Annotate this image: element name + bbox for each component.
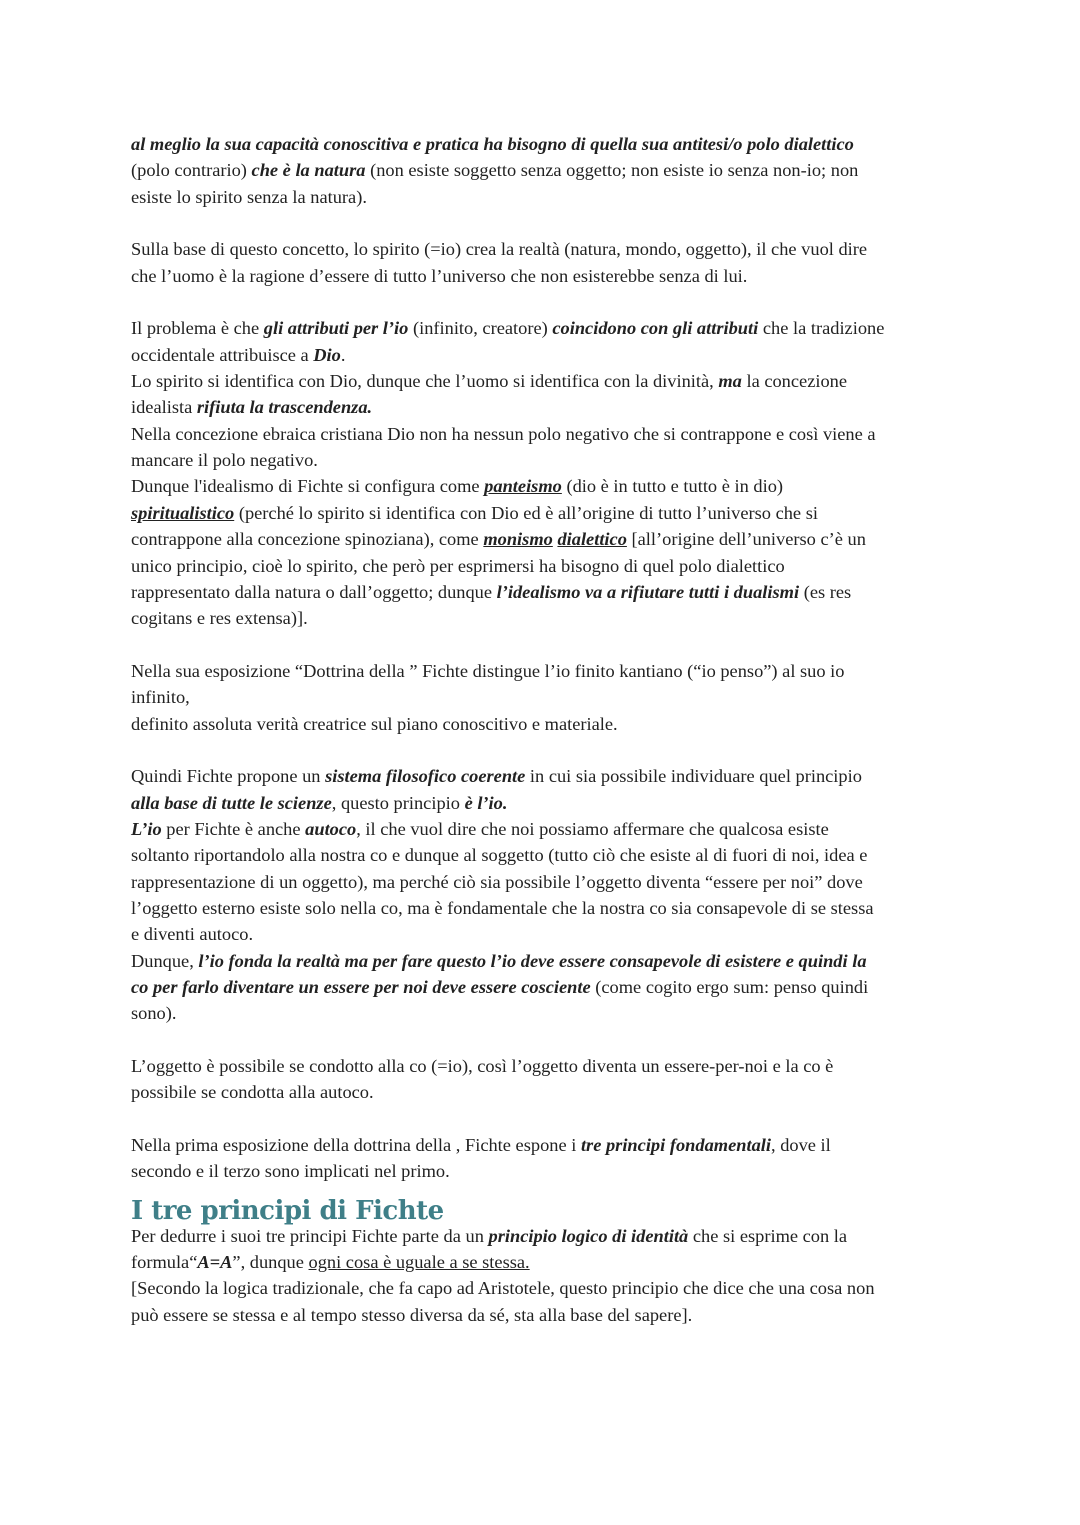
- text-line: [131, 1079, 961, 1105]
- text-span: formula“: [131, 1252, 198, 1273]
- blank-line: [131, 737, 961, 763]
- text-span: che l’uomo è la ragione d’essere di tutto l’universo che non esisterebbe senza di lui.: [131, 265, 748, 286]
- text-span: .: [340, 344, 346, 365]
- text-span: può essere se stessa e al tempo stesso diversa da sé, sta alla base del sapere].: [131, 1304, 693, 1325]
- text-span: Lo spirito si identifica con Dio, dunque che l’uomo si identifica con la divinità,: [131, 371, 719, 392]
- text-span: (non esiste soggetto senza oggetto; non esiste io senza non-io; non: [365, 160, 859, 181]
- text-span: , il che vuol dire che noi possiamo affermare che qualcosa esiste: [356, 818, 829, 839]
- text-span: Dunque l'idealismo di Fichte si configura come: [131, 476, 485, 497]
- blank-line: [131, 1027, 961, 1053]
- emphasized-text: spiritualistico: [131, 502, 235, 523]
- text-span: [all’origine dell’universo c’è un: [626, 529, 866, 550]
- text-line: [131, 763, 961, 789]
- text-span: secondo e il terzo sono implicati nel primo.: [131, 1161, 450, 1182]
- emphasized-text: ma: [718, 371, 742, 392]
- text-span: mancare il polo negativo.: [131, 450, 318, 471]
- text-span: Quindi Fichte propone un: [131, 766, 326, 787]
- text-span: Nella prima esposizione della dottrina della , Fichte espone i: [131, 1135, 581, 1156]
- emphasized-text: gli attributi per l’io: [263, 318, 409, 339]
- text-line: [131, 684, 961, 710]
- text-line: [131, 526, 961, 552]
- blank-line: [131, 210, 961, 236]
- text-line: [131, 1158, 961, 1184]
- text-line: [131, 1132, 961, 1158]
- text-span: soltanto riportandolo alla nostra co e dunque al soggetto (tutto ciò che esiste al di fuori di noi, idea e: [131, 845, 868, 866]
- blank-line: [131, 1106, 961, 1132]
- text-span: (perché lo spirito si identifica con Dio ed è all’origine di tutto l’universo che si: [234, 502, 818, 523]
- emphasized-text: che è la natura: [251, 160, 366, 181]
- text-span: occidentale attribuisce a: [131, 344, 314, 365]
- text-span: ”, dunque: [232, 1252, 309, 1273]
- emphasized-text: monismo: [483, 529, 553, 550]
- text-span: sono).: [131, 1003, 177, 1024]
- text-line: [131, 869, 961, 895]
- text-line: [131, 658, 961, 684]
- text-span: contrappone alla concezione spinoziana), come: [131, 529, 484, 550]
- emphasized-text: dialettico: [557, 529, 627, 550]
- emphasized-text: L’io: [131, 818, 162, 839]
- text-line: [131, 948, 961, 974]
- text-span: (polo contrario): [131, 160, 252, 181]
- emphasized-text: l’io fonda la realtà ma per fare questo l’io deve essere consapevole di esistere e quindi la: [198, 950, 867, 971]
- text-line: [131, 711, 961, 737]
- text-line: [131, 1053, 961, 1079]
- text-line: [131, 236, 961, 262]
- emphasized-text: alla base di tutte le scienze: [131, 792, 332, 813]
- emphasized-text: rifiuta la trascendenza.: [196, 397, 373, 418]
- text-line: [131, 1302, 961, 1328]
- text-span: (come cogito ergo sum: penso quindi: [590, 977, 869, 997]
- text-line: [131, 605, 961, 631]
- text-span: idealista: [131, 397, 197, 418]
- emphasized-text: al meglio la sua capacità conoscitiva e pratica ha bisogno di quella sua antitesi/o polo dialettico: [131, 134, 854, 154]
- text-line: [131, 921, 961, 947]
- text-line: [131, 579, 961, 605]
- text-line: [131, 315, 961, 341]
- text-span: (infinito, creatore): [408, 318, 553, 339]
- text-line: [131, 342, 961, 368]
- text-span: la concezione: [741, 371, 848, 392]
- text-span: unico principio, cioè lo spirito, che però per esprimersi ha bisogno di quel polo dialettico: [131, 555, 785, 576]
- emphasized-text: A=A: [197, 1252, 233, 1273]
- blank-line: [131, 632, 961, 658]
- text-span: (es res: [799, 581, 852, 602]
- text-line: [131, 131, 961, 157]
- text-span: rappresentazione di un oggetto), ma perché ciò sia possibile l’oggetto diventa “essere per noi” dove: [131, 871, 863, 892]
- text-span: che la tradizione: [758, 318, 885, 339]
- emphasized-text: Dio: [313, 344, 341, 365]
- text-line: [131, 842, 961, 868]
- text-line: [131, 1000, 961, 1026]
- text-line: [131, 263, 961, 289]
- emphasized-text: panteismo: [484, 476, 562, 497]
- text-span: Nella concezione ebraica cristiana Dio non ha nessun polo negativo che si contrappone e così viene a: [131, 423, 876, 444]
- text-span: Il problema è che: [131, 318, 264, 339]
- text-span: cogitans e res extensa)].: [131, 608, 308, 629]
- text-line: [131, 1223, 961, 1249]
- text-span: L’oggetto è possibile se condotto alla co (=io), così l’oggetto diventa un essere-per-noi e la co è: [131, 1056, 834, 1077]
- text-span: , questo principio: [331, 792, 465, 813]
- section-heading: I tre principi di Fichte: [131, 1195, 444, 1226]
- text-span: Dunque,: [131, 950, 199, 971]
- text-span: Per dedurre i suoi tre principi Fichte parte da un: [131, 1225, 489, 1246]
- text-span: infinito,: [131, 687, 190, 708]
- text-line: [131, 473, 961, 499]
- emphasized-text: co per farlo diventare un essere per noi deve essere cosciente: [131, 977, 591, 997]
- text-span: per Fichte è anche: [161, 818, 306, 839]
- text-span: l’oggetto esterno esiste solo nella co, ma è fondamentale che la nostra co sia consapevole di se stessa: [131, 897, 874, 918]
- text-line: [131, 1275, 961, 1301]
- underlined-text: ogni cosa è uguale a se stessa.: [308, 1252, 530, 1273]
- emphasized-text: autoco: [305, 818, 357, 839]
- text-span: [Secondo la logica tradizionale, che fa capo ad Aristotele, questo principio che dice che una cosa non: [131, 1278, 875, 1299]
- text-line: [131, 816, 961, 842]
- text-line: [131, 421, 961, 447]
- text-line: [131, 184, 961, 210]
- text-span: definito assoluta verità creatrice sul piano conoscitivo e materiale.: [131, 713, 618, 734]
- text-span: e diventi autoco.: [131, 924, 254, 945]
- text-line: [131, 974, 961, 1000]
- text-span: possibile se condotta alla autoco.: [131, 1082, 374, 1103]
- emphasized-text: è l’io.: [464, 792, 508, 813]
- text-line: [131, 895, 961, 921]
- document-page: [131, 131, 961, 1328]
- text-span: , dove il: [771, 1135, 831, 1156]
- blank-line: [131, 289, 961, 315]
- emphasized-text: coincidono con gli attributi: [552, 318, 759, 339]
- text-span: in cui sia possibile individuare quel principio: [525, 766, 862, 787]
- emphasized-text: sistema filosofico coerente: [325, 766, 526, 787]
- text-line: [131, 1249, 961, 1275]
- text-span: (dio è in tutto e tutto è in dio): [561, 476, 784, 497]
- text-line: [131, 790, 961, 816]
- text-line: [131, 368, 961, 394]
- text-line: [131, 447, 961, 473]
- text-span: che si esprime con la: [688, 1225, 848, 1246]
- text-line: [131, 553, 961, 579]
- emphasized-text: tre principi fondamentali: [580, 1135, 771, 1156]
- text-span: esiste lo spirito senza la natura).: [131, 186, 367, 207]
- text-span: rappresentato dalla natura o dall’oggetto; dunque: [131, 581, 497, 602]
- text-span: Nella sua esposizione “Dottrina della ” Fichte distingue l’io finito kantiano (“io penso”) al suo io: [131, 660, 845, 681]
- text-line: [131, 394, 961, 420]
- text-line: [131, 157, 961, 183]
- emphasized-text: l’idealismo va a rifiutare tutti i dualismi: [496, 581, 800, 602]
- text-span: Sulla base di questo concetto, lo spirito (=io) crea la realtà (natura, mondo, oggetto), il che vuol dire: [131, 239, 868, 260]
- emphasized-text: principio logico di identità: [488, 1225, 689, 1246]
- text-line: [131, 500, 961, 526]
